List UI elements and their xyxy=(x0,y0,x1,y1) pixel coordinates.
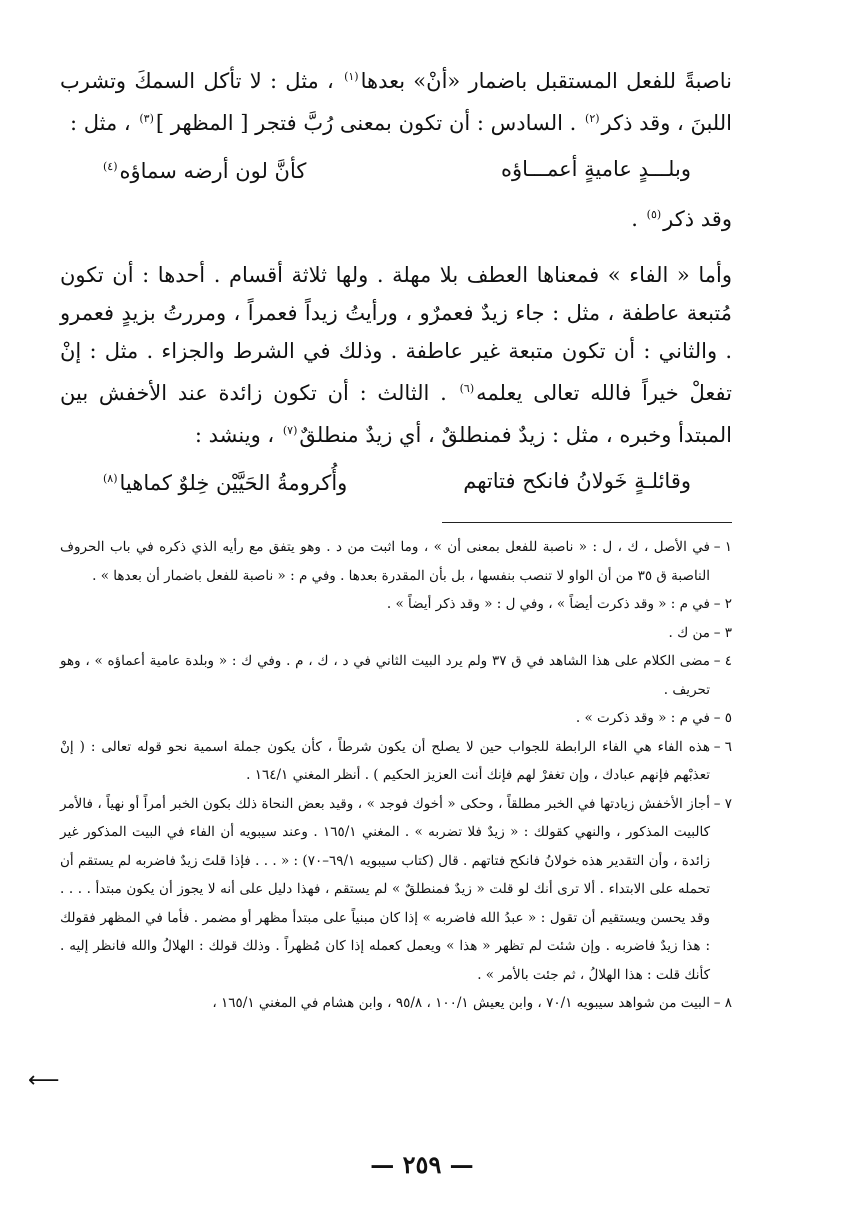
text-span: ، مثل : xyxy=(69,111,131,135)
text-span: وقد ذكر xyxy=(663,207,732,231)
footnote-number: ٤ – xyxy=(713,653,732,669)
verse-1-first-hemistich: وبلـــدٍ عاميةٍ أعمـــاؤه xyxy=(500,157,691,181)
footnote-1 xyxy=(60,533,732,590)
footnotes xyxy=(60,533,732,1018)
footnote-ref-1[interactable]: (١) xyxy=(344,70,359,83)
footnote-text: مضى الكلام على هذا الشاهد في ق ٣٧ ولم يرد البيت الثاني في د ، ك ، م . وفي ك : « وبلدة عامية أعماؤه » ، وهو تحريف . xyxy=(60,653,710,698)
footnote-ref-4[interactable]: (٤) xyxy=(103,160,118,173)
page-body xyxy=(60,58,732,1018)
text-span: . السادس : أن تكون بمعنى رُبَّ فتجر [ المظهر ] xyxy=(155,111,577,135)
continue-arrow-icon: ⟵ xyxy=(28,1068,60,1093)
paragraph-1 xyxy=(60,58,732,142)
footnote-text: أجاز الأخفش زيادتها في الخبر مطلقاً ، وحكى « أخوك فوجد » ، وقيد بعض النحاة ذلك بكون الخبر أمراً أو نهياً ، فالأمر كالبيت المذكور ، والنهي كقولك : « زيدٌ فلا تضربه » . المغني ١٦٥/١ . وعند سيبويه أن الفاء في البيت المذكور غير زائدة ، وأن التقدير هذه خولانُ فانكح فتاتهم . قال (كتاب سيبويه ٦٩/١–٧٠) : « . . . فإذا قلتَ زيدٌ فاضربه لم يستقم أن تحمله على الابتداء . ألا ترى أنك لو قلت « زيدٌ فمنطلقٌ » لم يستقم ، فهذا دليل على أنه لا يجوز أن يكون مبتدأ . . . . وقد يحسن ويستقيم أن تقول : « عبدُ الله فاضربه » إذا كان مبنياً على مبتدأ مظهر أو مضمر . فأما في المظهر فقولك : هذا زيدٌ فاضربه . وإن شئت لم تظهر « هذا » ويعمل كعمله إذا كان مُظهراً . وذلك قولك : الهلالُ والله فانظر إليه . كأنك قلت : هذا الهلالُ ، ثم جئت بالأمر » . xyxy=(60,795,710,983)
footnote-ref-8[interactable]: (٨) xyxy=(103,472,118,485)
footnote-text: البيت من شواهد سيبويه ٧٠/١ ، وابن يعيش ١٠٠/١ ، ٩٥/٨ ، وابن هشام في المغني ١٦٥/١ ، xyxy=(212,995,710,1011)
footnote-text: في الأصل ، ك ، ل : « ناصبة للفعل بمعنى أن » ، وما اثبت من د . وهو يتفق مع رأيه الذي ذكره في باب الحروف الناصبة ق ٣٥ من أن الواو لا تنصب بنفسها ، بل بأن المقدرة بعدها . وفي م : « ناصبة للفعل باضمار أن بعدها » . xyxy=(60,539,710,584)
footnote-text: هذه الفاء هي الفاء الرابطة للجواب حين لا يصلح أن يكون شرطاً ، كأن يكون جملة اسمية نحو قوله تعالى : ( إنْ تعذبْهم فإنهم عبادك ، وإن تغفرْ لهم فإنك أنت العزيز الحكيم ) . أنظر المغني ١٦٤/١ . xyxy=(60,738,710,783)
text-span: كأنَّ لون أرضه سماؤه xyxy=(119,159,307,183)
text-span: . xyxy=(631,207,638,231)
verse-2-first-hemistich: وقائلـةٍ خَولانُ فانكح فتاتهم xyxy=(463,469,691,493)
footnote-number: ١ – xyxy=(713,539,732,555)
footnote-number: ٢ – xyxy=(713,596,732,612)
footnote-number: ٨ – xyxy=(713,995,732,1011)
footnote-4 xyxy=(60,647,732,704)
footnote-divider xyxy=(442,522,732,523)
verse-1-second-hemistich xyxy=(101,148,306,190)
footnote-ref-3[interactable]: (٣) xyxy=(139,112,154,125)
verse-2-second-hemistich xyxy=(101,460,347,502)
footnote-ref-5[interactable]: (٥) xyxy=(646,208,662,221)
text-span: ناصبةً للفعل المستقبل باضمار «أنْ» بعدها xyxy=(360,69,732,93)
text-span: ، وينشد : xyxy=(194,423,275,447)
main-text xyxy=(60,58,732,502)
paragraph-2 xyxy=(60,256,732,454)
footnote-ref-6[interactable]: (٦) xyxy=(459,382,475,395)
footnote-text: من ك . xyxy=(668,624,710,641)
footnote-ref-2[interactable]: (٢) xyxy=(585,112,600,125)
verse-2 xyxy=(101,460,691,502)
footnote-6 xyxy=(60,733,732,790)
text-span: ، مثل : لا تأكل السمكَ وتشرب اللبنَ ، وقد ذكر xyxy=(60,69,732,135)
footnote-2 xyxy=(60,590,732,619)
text-span: وأُكرومةُ الحَيَّيْن خِلوٌ كماهيا xyxy=(119,471,348,495)
text-span: وأما « الفاء » فمعناها العطف بلا مهلة . ولها ثلاثة أقسام . أحدها : أن تكون مُتبعة عاطفة ، مثل : جاء زيدٌ فعمرٌو ، ورأيتُ زيداً فعمراً ، ومررتُ بزيدٍ فعمرو . والثاني : أن تكون متبعة غير عاطفة . وذلك في الشرط والجزاء . مثل : إنْ تفعلْ خيراً فالله تعالى يعلمه xyxy=(60,263,733,405)
footnote-3 xyxy=(60,619,732,648)
footnote-number: ٥ – xyxy=(713,710,732,726)
footnote-number: ٦ – xyxy=(713,738,732,755)
verse-1 xyxy=(101,148,691,190)
text-span: . الثالث : أن تكون زائدة عند الأخفش بين المبتدأ وخبره ، مثل : زيدٌ فمنطلقٌ ، أي زيدٌ منطلقٌ xyxy=(60,381,732,447)
footnote-text: في م : « وقد ذكرت أيضاً » ، وفي ل : « وقد ذكر أيضاً » . xyxy=(386,596,710,612)
footnote-5 xyxy=(60,704,732,733)
footnote-number: ٣ – xyxy=(713,624,732,641)
page-number: — ٢٥٩ — xyxy=(370,1150,474,1179)
footnote-8 xyxy=(60,989,732,1018)
footnote-7 xyxy=(60,790,732,990)
footnote-text: في م : « وقد ذكرت » . xyxy=(575,710,710,726)
footnote-number: ٧ – xyxy=(713,795,732,812)
footnote-ref-7[interactable]: (٧) xyxy=(282,424,298,437)
paragraph-1-end xyxy=(60,196,732,238)
